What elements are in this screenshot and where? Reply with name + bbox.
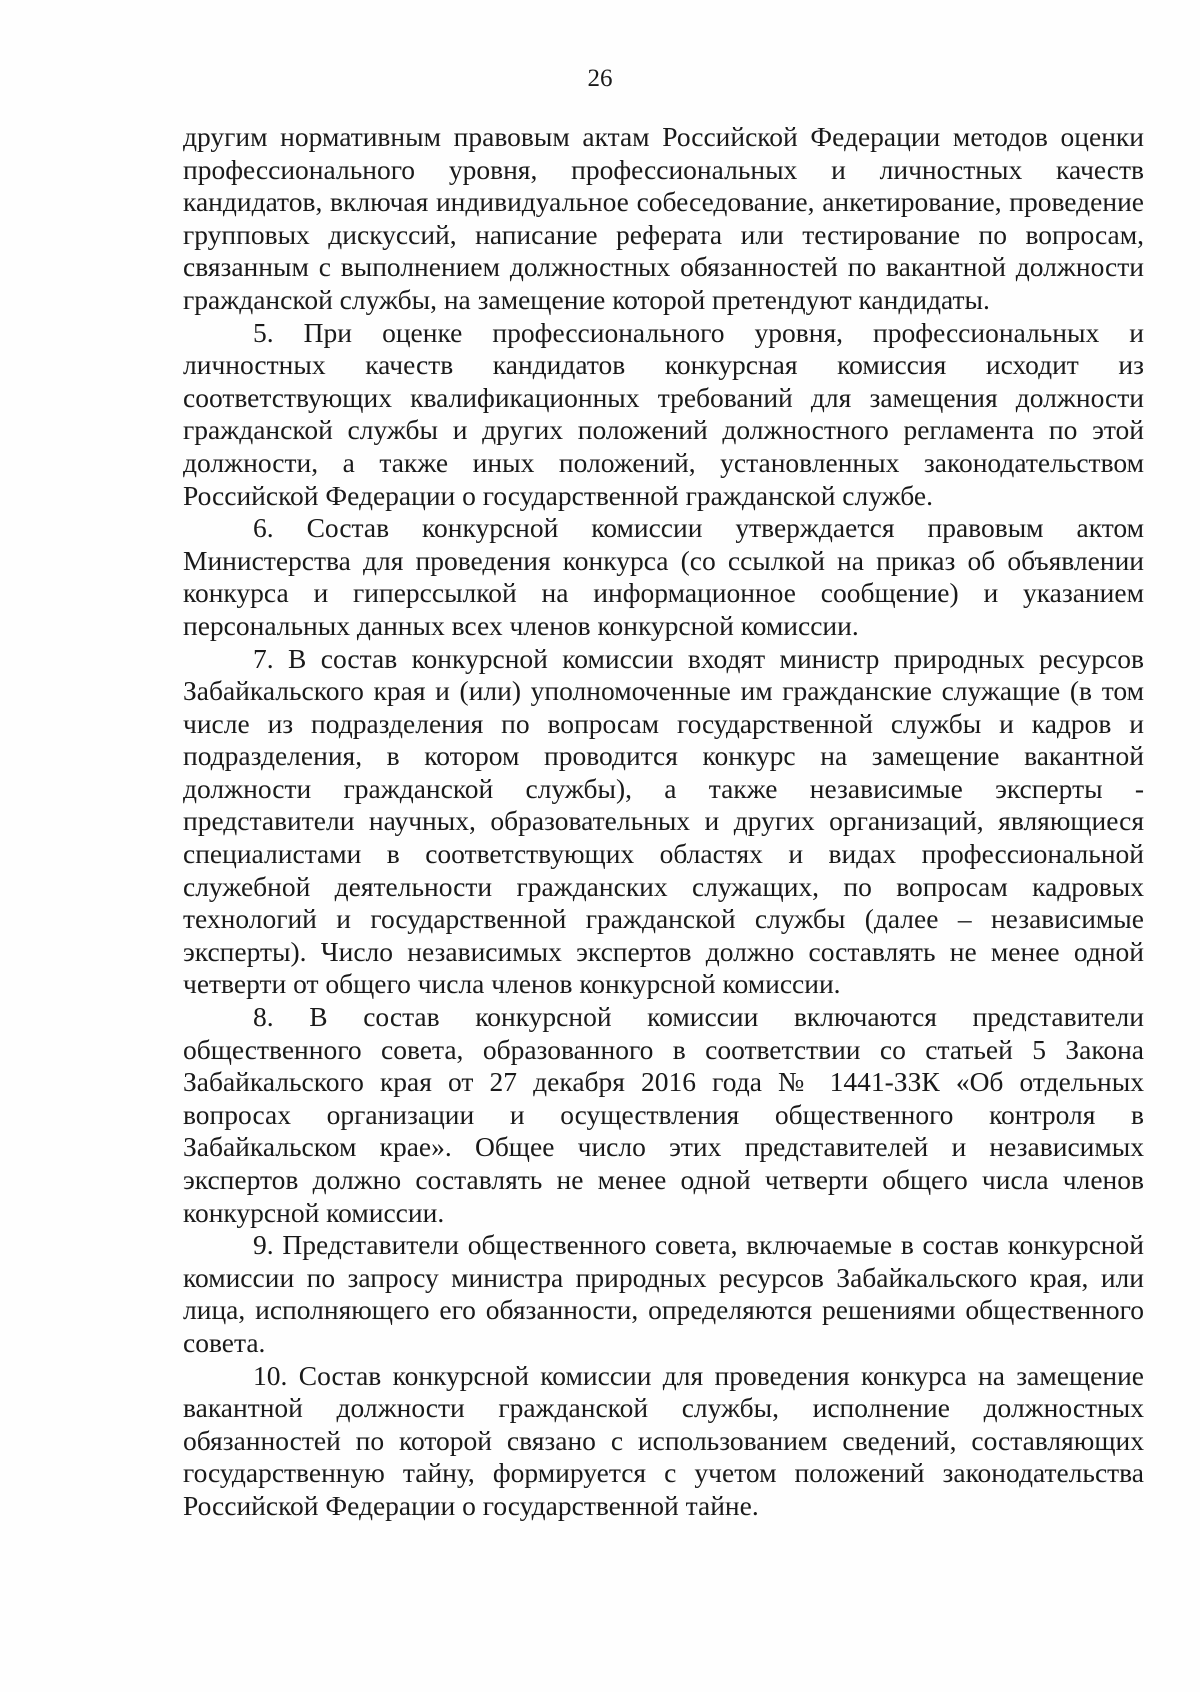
paragraph-6: 6. Состав конкурсной комиссии утверждается правовым актом Министерства для проведения конкурса (со ссылкой на приказ об объявлении конкурса и гиперссылкой на информационное сообщение) и указанием персональных данных всех членов конкурсной комиссии. <box>183 512 1144 641</box>
paragraph-5: 5. При оценке профессионального уровня, профессиональных и личностных качеств кандидатов конкурсная комиссия исходит из соответствующих квалификационных требований для замещения должности гражданской службы и других положений должностного регламента по этой должности, а также иных положений, установленных законодательством Российской Федерации о государственной гражданской службе. <box>183 316 1144 511</box>
paragraph-continuation: другим нормативным правовым актам Российской Федерации методов оценки профессионального уровня, профессиональных и личностных качеств кандидатов, включая индивидуальное собеседование, анкетирование, проведение групповых дискуссий, написание реферата или тестирование по вопросам, связанным с выполнением должностных обязанностей по вакантной должности гражданской службы, на замещение которой претендуют кандидаты. <box>183 121 1144 315</box>
paragraph-7: 7. В состав конкурсной комиссии входят министр природных ресурсов Забайкальского края и (или) уполномоченные им гражданские служащие (в том числе из подразделения по вопросам государственной службы и кадров и подразделения, в котором проводится конкурс на замещение вакантной должности гражданской службы), а также независимые эксперты - представители научных, образовательных и других организаций, являющиеся специалистами в соответствующих областях и видах профессиональной служебной деятельности гражданских служащих, по вопросам кадровых технологий и государственной гражданской службы (далее – независимые эксперты). Число независимых экспертов должно составлять не менее одной четверти от общего числа членов конкурсной комиссии. <box>183 642 1144 1000</box>
page-number: 26 <box>587 65 613 92</box>
paragraph-9: 9. Представители общественного совета, включаемые в состав конкурсной комиссии по запросу министра природных ресурсов Забайкальского края, или лица, исполняющего его обязанности, определяются решениями общественного совета. <box>183 1229 1144 1358</box>
paragraph-10: 10. Состав конкурсной комиссии для проведения конкурса на замещение вакантной должности гражданской службы, исполнение должностных обязанностей по которой связано с использованием сведений, составляющих государственную тайну, формируется с учетом положений законодательства Российской Федерации о государственной тайне. <box>183 1359 1144 1521</box>
document-body <box>183 121 1144 1523</box>
paragraph-8: 8. В состав конкурсной комиссии включаются представители общественного совета, образованного в соответствии со статьей 5 Закона Забайкальского края от 27 декабря 2016 года № 1441-ЗЗК «Об отдельных вопросах организации и осуществления общественного контроля в Забайкальском крае». Общее число этих представителей и независимых экспертов должно составлять не менее одной четверти общего числа членов конкурсной комиссии. <box>183 1001 1144 1228</box>
